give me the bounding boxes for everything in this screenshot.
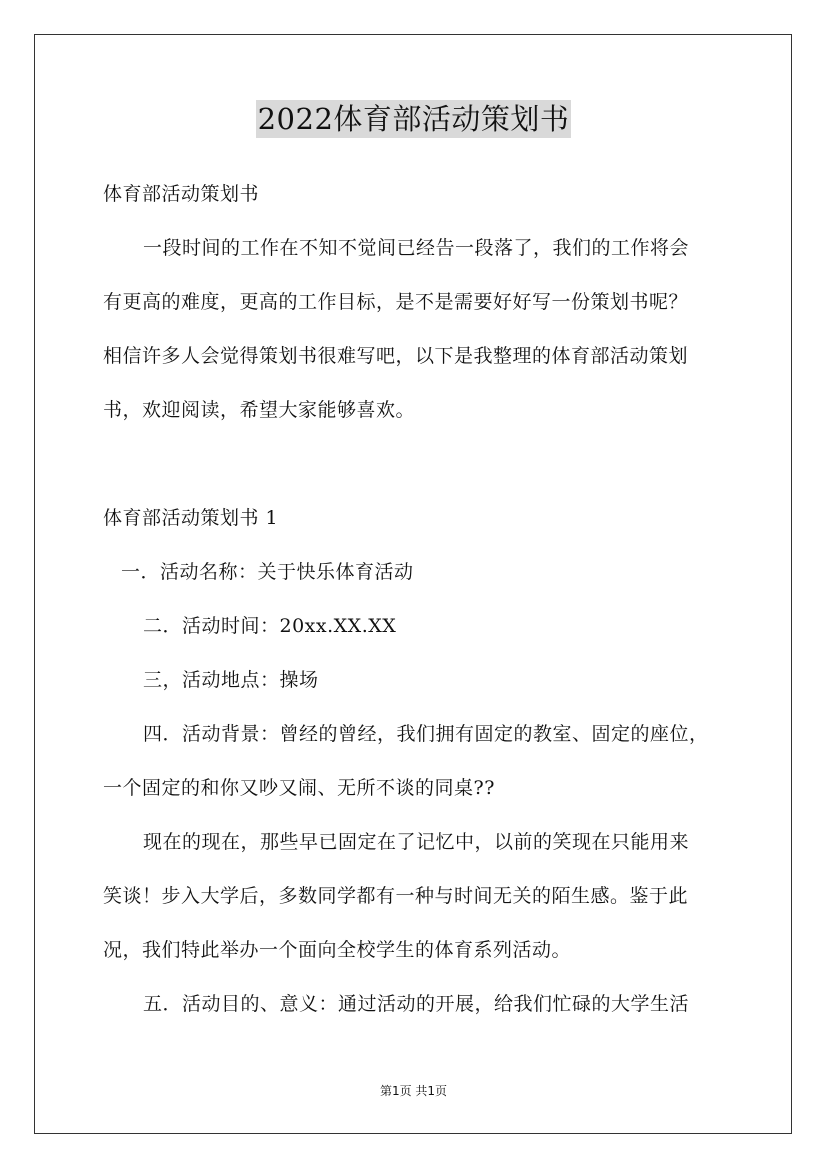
list-item: 二．活动时间：20xx.XX.XX bbox=[143, 615, 397, 637]
list-item: 一．活动名称：关于快乐体育活动 bbox=[121, 561, 414, 583]
list-item: 三，活动地点：操场 bbox=[143, 669, 319, 691]
list-item: 五．活动目的、意义：通过活动的开展，给我们忙碌的大学生活 bbox=[143, 993, 690, 1015]
section-heading: 体育部活动策划书 1 bbox=[103, 507, 279, 529]
paragraph-line: 一个固定的和你又吵又闹、无所不谈的同桌?? bbox=[103, 777, 495, 799]
title-container bbox=[0, 100, 827, 138]
paragraph-line: 笑谈！步入大学后，多数同学都有一种与时间无关的陌生感。鉴于此 bbox=[103, 885, 689, 907]
paragraph-line: 况，我们特此举办一个面向全校学生的体育系列活动。 bbox=[103, 939, 572, 961]
paragraph-line: 一段时间的工作在不知不觉间已经告一段落了，我们的工作将会 bbox=[143, 237, 690, 259]
page-footer: 第1页 共1页 bbox=[379, 1084, 448, 1098]
paragraph-line: 相信许多人会觉得策划书很难写吧，以下是我整理的体育部活动策划 bbox=[103, 345, 689, 367]
paragraph-line: 现在的现在，那些早已固定在了记忆中，以前的笑现在只能用来 bbox=[143, 831, 690, 853]
paragraph-line: 书，欢迎阅读，希望大家能够喜欢。 bbox=[103, 399, 416, 421]
section-heading: 体育部活动策划书 bbox=[103, 183, 260, 205]
list-item: 四．活动背景：曾经的曾经，我们拥有固定的教室、固定的座位， bbox=[143, 723, 709, 745]
document-title: 2022体育部活动策划书 bbox=[257, 102, 570, 136]
paragraph-line: 有更高的难度，更高的工作目标，是不是需要好好写一份策划书呢？ bbox=[103, 291, 689, 313]
